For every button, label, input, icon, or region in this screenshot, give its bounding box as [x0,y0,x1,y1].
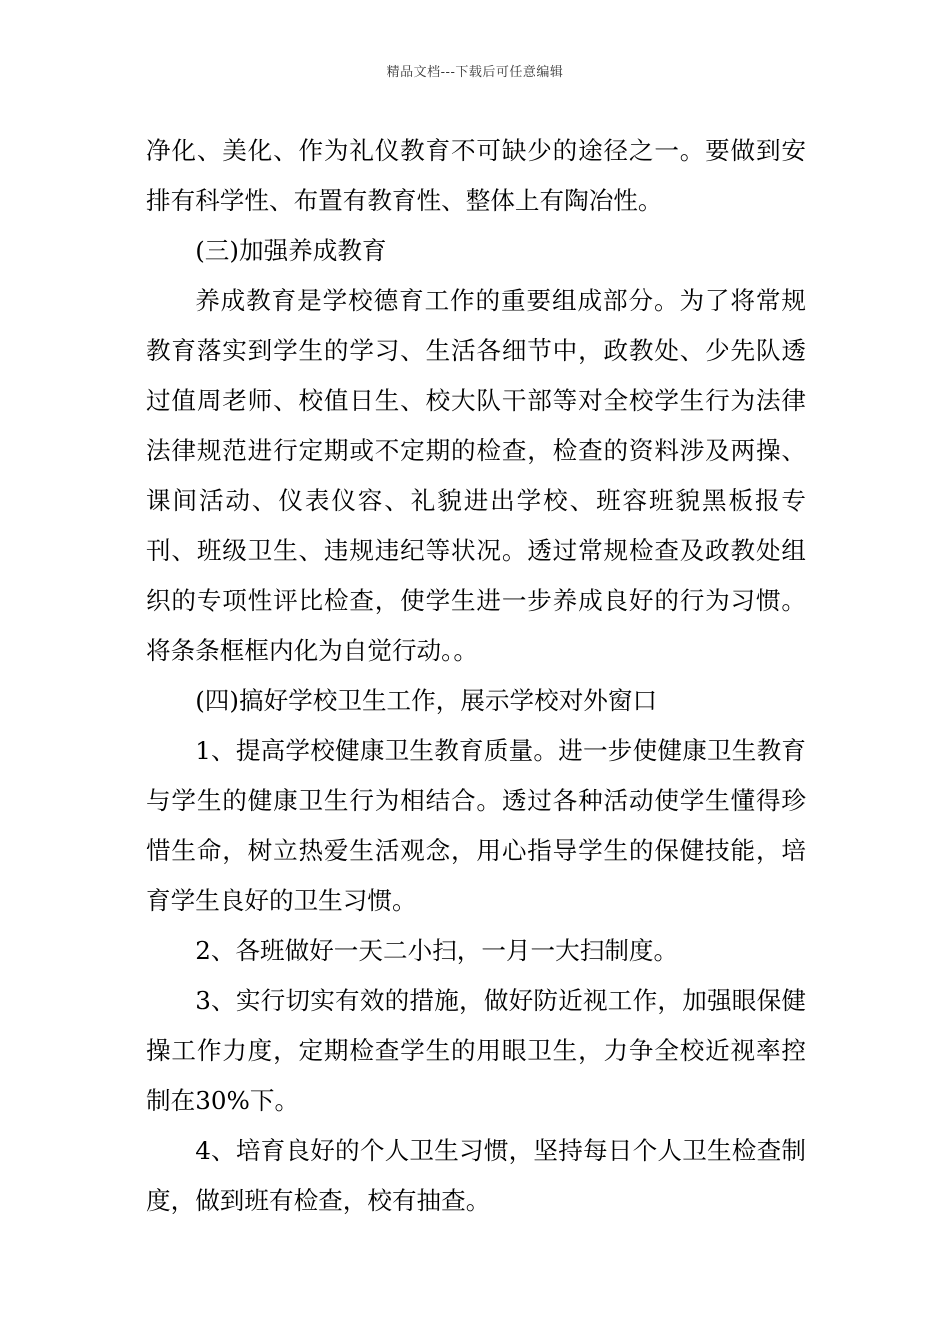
list-item: 1、提高学校健康卫生教育质量。进一步使健康卫生教育与学生的健康卫生行为相结合。透过各种活动使学生懂得珍惜生命，树立热爱生活观念，用心指导学生的保健技能，培育学生良好的卫生习惯。 [146,736,806,915]
list-item: 4、培育良好的个人卫生习惯，坚持每日个人卫生检查制度，做到班有检查，校有抽查。 [146,1136,806,1215]
page-header: 精品文档---下载后可任意编辑 [386,65,564,80]
section-heading-3: (三)加强养成教育 [195,236,387,265]
document-body [146,126,806,1226]
list-item: 3、实行切实有效的措施，做好防近视工作，加强眼保健操工作力度，定期检查学生的用眼卫生，力争全校近视率控制在30%下。 [146,986,806,1115]
list-item: 2、各班做好一天二小扫，一月一大扫制度。 [195,936,679,965]
section-heading-4: (四)搞好学校卫生工作，展示学校对外窗口 [195,686,658,715]
paragraph: 净化、美化、作为礼仪教育不可缺少的途径之一。要做到安排有科学性、布置有教育性、整体上有陶冶性。 [146,136,806,215]
paragraph: 养成教育是学校德育工作的重要组成部分。为了将常规教育落实到学生的学习、生活各细节中，政教处、少先队透过值周老师、校值日生、校大队干部等对全校学生行为法律法律规范进行定期或不定期的检查，检查的资料涉及两操、课间活动、仪表仪容、礼貌进出学校、班容班貌黑板报专刊、班级卫生、违规违纪等状况。透过常规检查及政教处组织的专项性评比检查，使学生进一步养成良好的行为习惯。将条条框框内化为自觉行动。。 [146,286,806,665]
